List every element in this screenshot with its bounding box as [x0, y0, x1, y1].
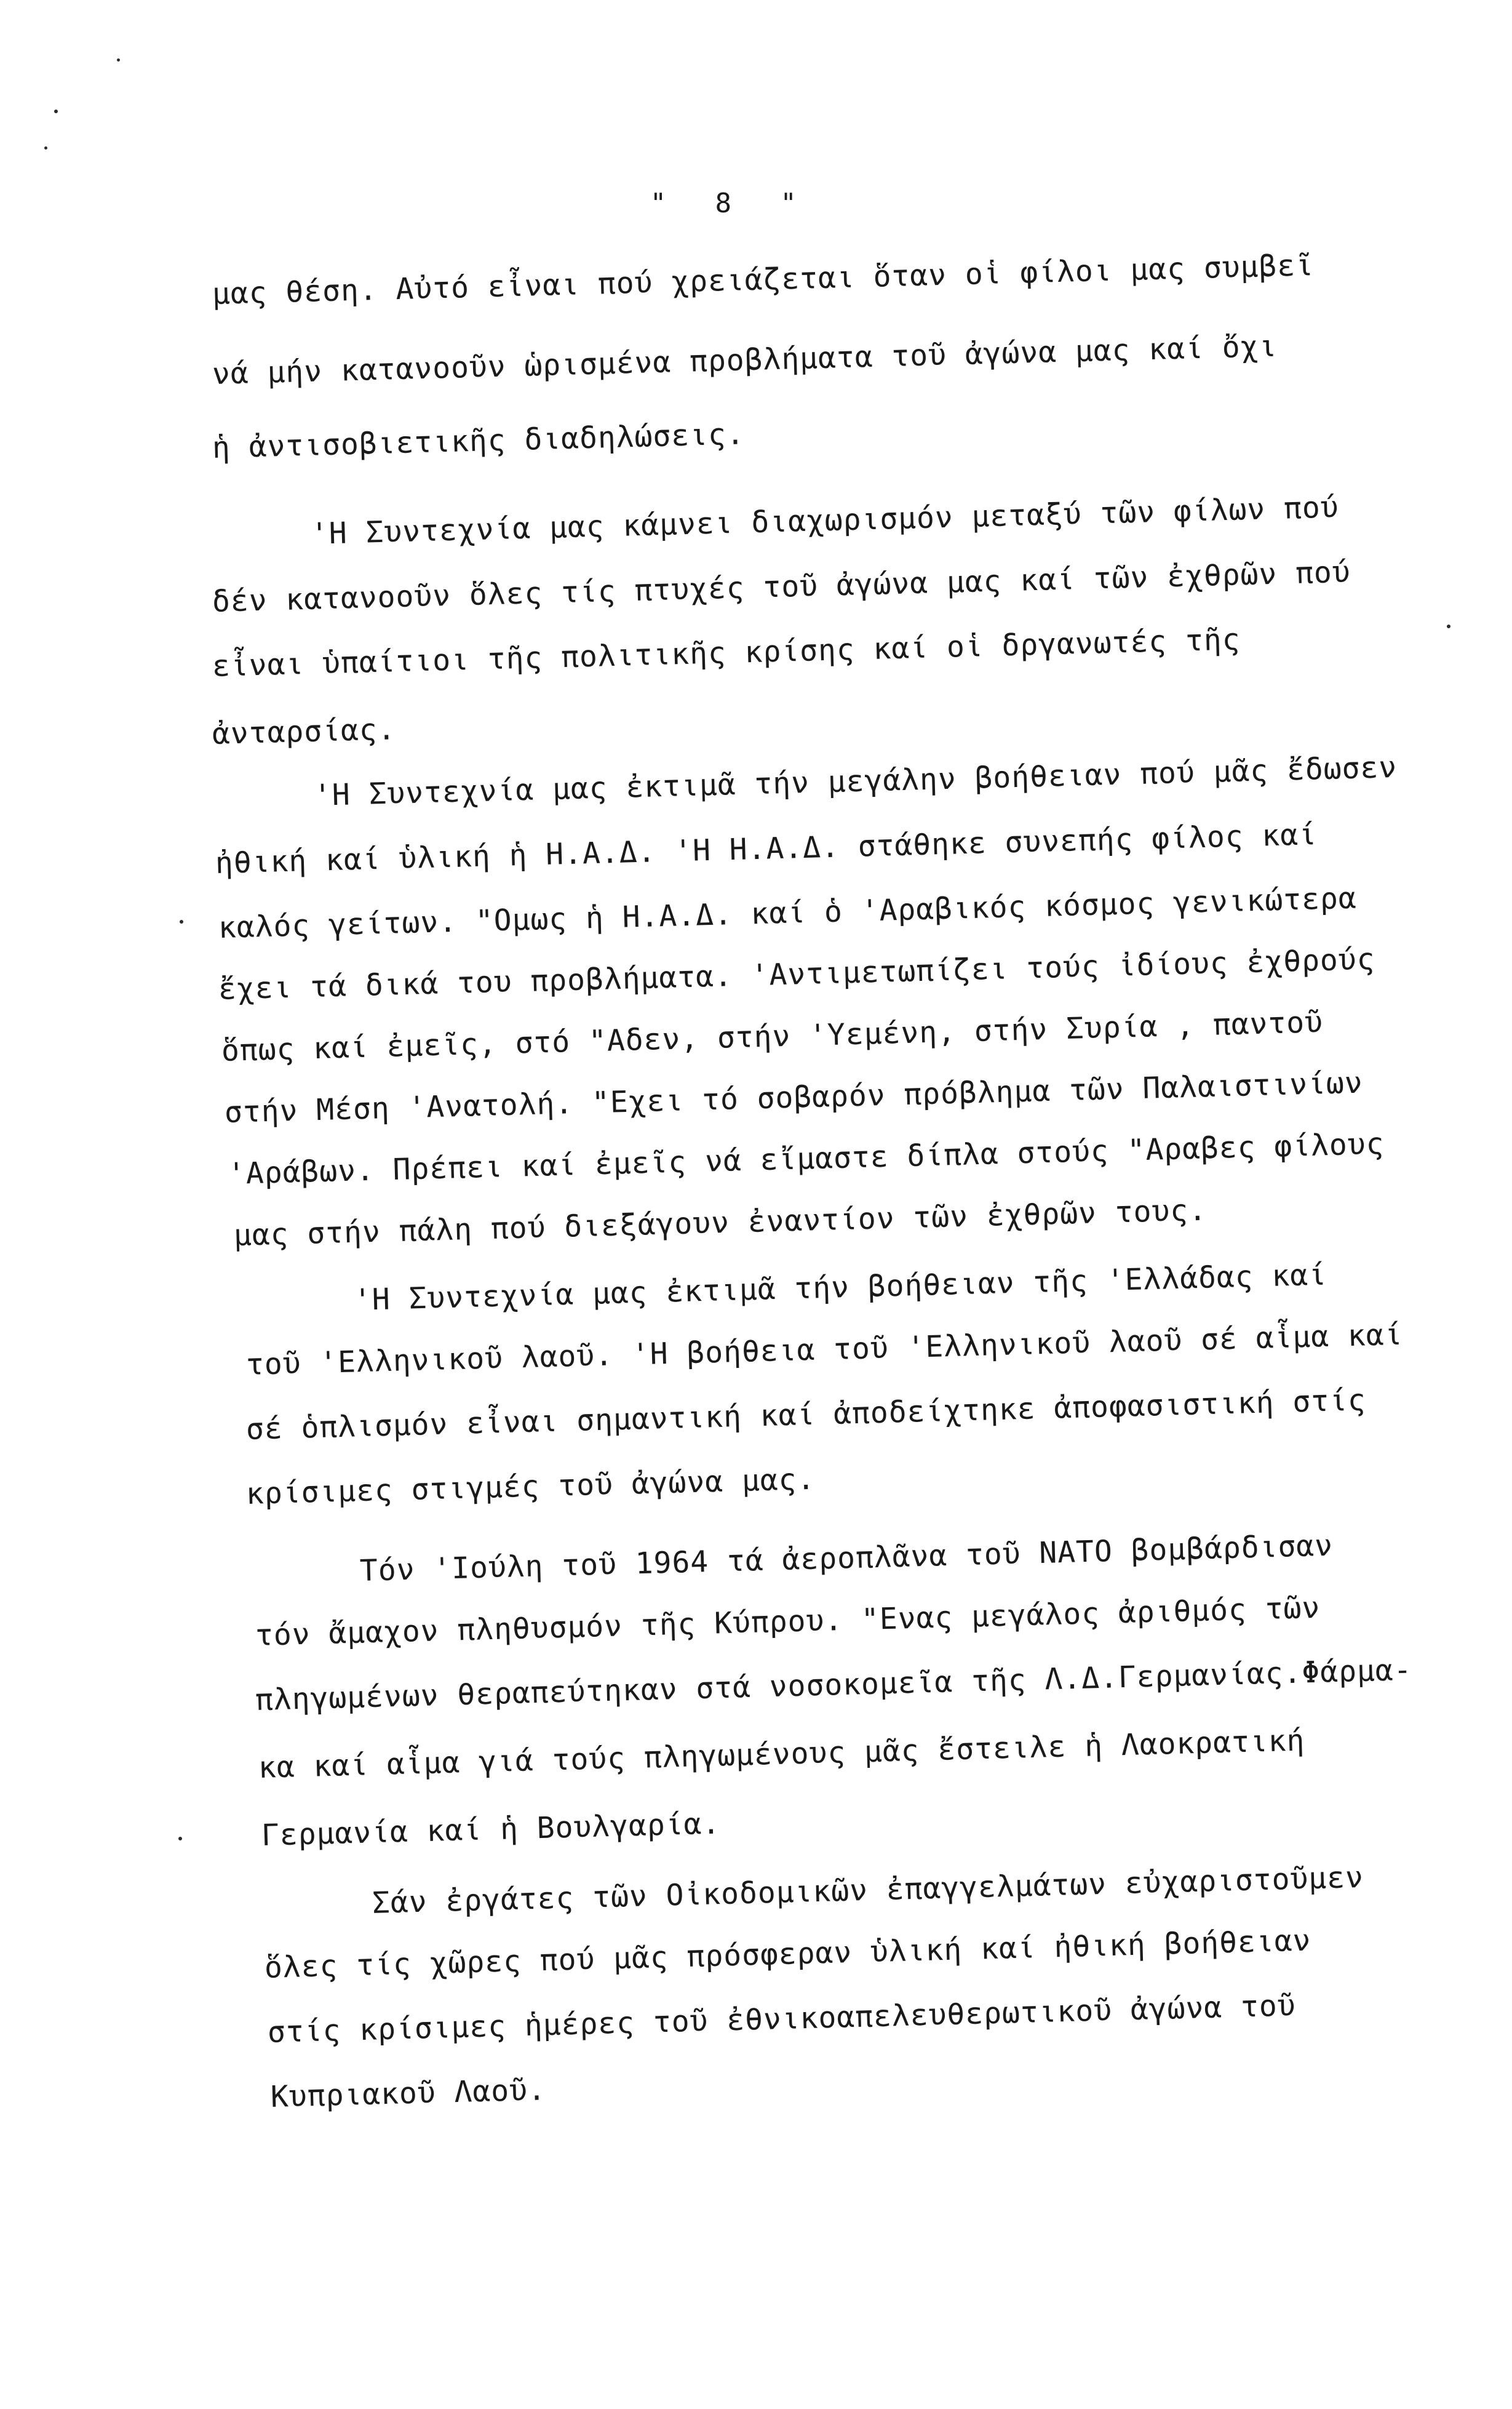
text-line: ἠθική καί ὑλική ἡ Η.Α.Δ. 'Η Η.Α.Δ. στάθηκε συνεπής φίλος καί	[215, 817, 1318, 881]
text-line: στήν Μέση 'Ανατολή. "Εχει τό σοβαρόν πρόβλημα τῶν Παλαιστινίων	[224, 1065, 1364, 1130]
text-line: νά μήν κατανοοῦν ὡρισμένα προβλήματα τοῦ ἀγώνα μας καί ὄχι	[212, 329, 1278, 391]
text-line: Τόν 'Ιούλη τοῦ 1964 τά ἀεροπλᾶνα τοῦ ΝΑΤΟ βομβάρδισαν	[359, 1528, 1334, 1588]
page-number: " 8 "	[650, 188, 813, 219]
text-line: 'Η Συντεχνία μας κάμνει διαχωρισμόν μεταξύ τῶν φίλων πού	[310, 490, 1340, 551]
text-line: δέν κατανοοῦν ὅλες τίς πτυχές τοῦ ἀγώνα μας καί τῶν ἐχθρῶν πού	[212, 554, 1351, 619]
scan-speck	[44, 146, 47, 150]
scan-speck	[117, 58, 120, 62]
scan-speck	[1447, 625, 1450, 628]
text-line: σέ ὁπλισμόν εἶναι σημαντική καί ἀποδείχτηκε ἀποφασιστική στίς	[245, 1383, 1367, 1447]
scan-speck	[180, 920, 183, 924]
text-line: ἀνταρσίας.	[212, 712, 397, 751]
text-line: Γερμανία καί ἡ Βουλγαρία.	[261, 1806, 721, 1853]
scan-speck	[178, 1837, 182, 1840]
text-line: καλός γείτων. "Ομως ἡ Η.Α.Δ. καί ὁ 'Αραβικός κόσμος γενικώτερα	[218, 881, 1358, 945]
text-line: πληγωμένων θεραπεύτηκαν στά νοσοκομεῖα τῆς Λ.Δ.Γερμανίας.Φάρμα-	[255, 1652, 1413, 1717]
scan-speck	[54, 110, 58, 113]
text-line: ἔχει τά δικά του προβλήματα. 'Αντιμετωπίζει τούς ἰδίους ἐχθρούς	[218, 941, 1376, 1007]
text-line: μας θέση. Αὐτό εἶναι πού χρειάζεται ὅταν οἱ φίλοι μας συμβεῖ	[212, 248, 1315, 311]
text-line: τόν ἄμαχον πληθυσμόν τῆς Κύπρου. "Ενας μεγάλος ἀριθμός τῶν	[255, 1590, 1321, 1653]
text-line: στίς κρίσιμες ἡμέρες τοῦ ἐθνικοαπελευθερωτικοῦ ἀγώνα τοῦ	[267, 1988, 1297, 2050]
text-line: εἶναι ὑπαίτιοι τῆς πολιτικῆς κρίσης καί οἱ δργανωτές τῆς	[212, 622, 1241, 684]
text-line: ὅπως καί ἐμεῖς, στό "Αδεν, στήν 'Υεμένη, στήν Συρία , παντοῦ	[221, 1005, 1324, 1068]
text-line: 'Η Συντεχνία μας ἐκτιμᾶ τήν βοήθειαν τῆς 'Ελλάδας καί	[353, 1257, 1327, 1317]
text-line: Κυπριακοῦ Λαοῦ.	[270, 2072, 547, 2114]
text-line: ἡ ἀντισοβιετικῆς διαδηλώσεις.	[212, 417, 746, 465]
text-line: Σάν ἐργάτες τῶν Οἰκοδομικῶν ἐπαγγελμάτων εὐχαριστοῦμεν	[372, 1860, 1364, 1920]
text-line: κρίσιμες στιγμές τοῦ ἀγώνα μας.	[245, 1461, 816, 1511]
text-line: μας στήν πάλη πού διεξάγουν ἐναντίον τῶν ἐχθρῶν τους.	[233, 1193, 1208, 1253]
text-line: τοῦ 'Ελληνικοῦ λαοῦ. 'Η βοήθεια τοῦ 'Ελληνικοῦ λαοῦ σέ αἷμα καί	[245, 1317, 1404, 1382]
text-line: ὅλες τίς χῶρες πού μᾶς πρόσφεραν ὑλική καί ἠθική βοήθειαν	[264, 1923, 1312, 1985]
text-line: κα καί αἷμα γιά τούς πληγωμένους μᾶς ἔστειλε ἡ Λαοκρατική	[258, 1723, 1306, 1785]
text-line: 'Αράβων. Πρέπει καί ἐμεῖς νά εἴμαστε δίπλα στούς "Αραβες φίλους	[227, 1126, 1385, 1191]
text-line: 'Η Συντεχνία μας ἐκτιμᾶ τήν μεγάλην βοήθειαν πού μᾶς ἔδωσεν	[313, 749, 1398, 813]
